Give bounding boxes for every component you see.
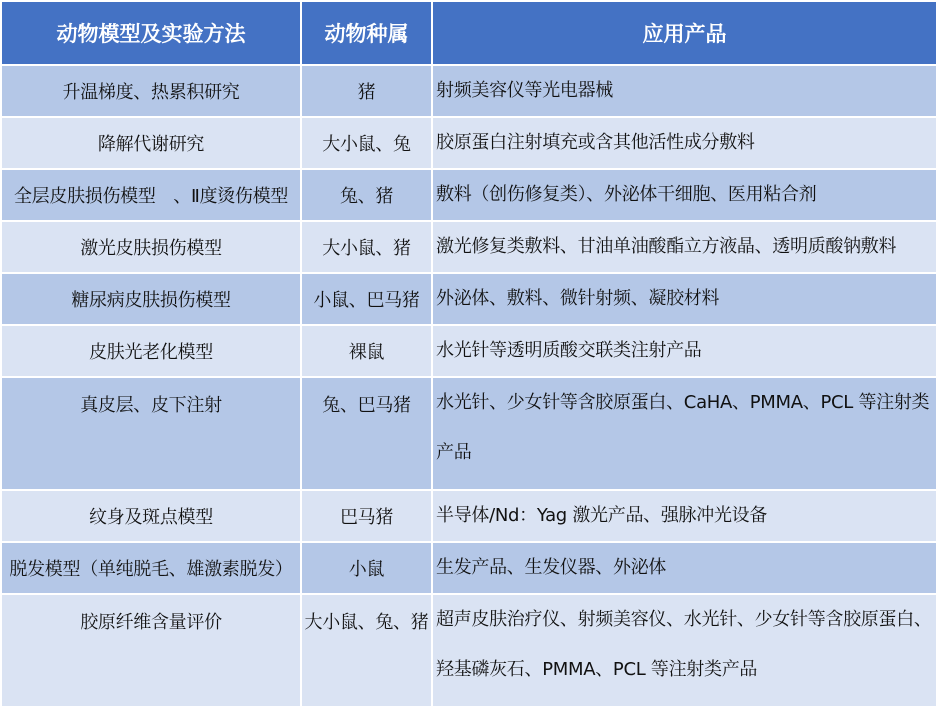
table-row bbox=[1, 377, 936, 490]
cell-products: 敷料（创伤修复类）、外泌体干细胞、医用粘合剂 bbox=[432, 169, 936, 221]
cell-products: 激光修复类敷料、甘油单油酸酯立方液晶、透明质酸钠敷料 bbox=[432, 221, 936, 273]
cell-species: 兔、巴马猪 bbox=[301, 377, 432, 490]
cell-model: 脱发模型（单纯脱毛、雄激素脱发） bbox=[1, 542, 301, 594]
header-row bbox=[1, 1, 936, 65]
cell-products: 超声皮肤治疗仪、射频美容仪、水光针、少女针等含胶原蛋白、羟基磷灰石、PMMA、PCL 等注射类产品 bbox=[432, 594, 936, 707]
cell-species: 小鼠 bbox=[301, 542, 432, 594]
cell-species: 小鼠、巴马猪 bbox=[301, 273, 432, 325]
cell-products: 水光针、少女针等含胶原蛋白、CaHA、PMMA、PCL 等注射类产品 bbox=[432, 377, 936, 490]
cell-model: 胶原纤维含量评价 bbox=[1, 594, 301, 707]
table-row bbox=[1, 65, 936, 117]
table-row bbox=[1, 594, 936, 707]
cell-species: 大小鼠、兔 bbox=[301, 117, 432, 169]
cell-species: 大小鼠、猪 bbox=[301, 221, 432, 273]
cell-products: 胶原蛋白注射填充或含其他活性成分敷料 bbox=[432, 117, 936, 169]
table-row bbox=[1, 325, 936, 377]
cell-model: 降解代谢研究 bbox=[1, 117, 301, 169]
table-row bbox=[1, 490, 936, 542]
table-row bbox=[1, 169, 936, 221]
cell-model: 糖尿病皮肤损伤模型 bbox=[1, 273, 301, 325]
cell-model: 激光皮肤损伤模型 bbox=[1, 221, 301, 273]
table-row bbox=[1, 273, 936, 325]
cell-model: 升温梯度、热累积研究 bbox=[1, 65, 301, 117]
table-row bbox=[1, 221, 936, 273]
cell-model: 纹身及斑点模型 bbox=[1, 490, 301, 542]
cell-model: 真皮层、皮下注射 bbox=[1, 377, 301, 490]
cell-species: 大小鼠、兔、猪 bbox=[301, 594, 432, 707]
cell-products: 生发产品、生发仪器、外泌体 bbox=[432, 542, 936, 594]
table-row bbox=[1, 542, 936, 594]
cell-products: 射频美容仪等光电器械 bbox=[432, 65, 936, 117]
table-row bbox=[1, 117, 936, 169]
cell-model: 皮肤光老化模型 bbox=[1, 325, 301, 377]
header-species: 动物种属 bbox=[301, 1, 432, 65]
cell-species: 裸鼠 bbox=[301, 325, 432, 377]
cell-products: 半导体/Nd：Yag 激光产品、强脉冲光设备 bbox=[432, 490, 936, 542]
header-products: 应用产品 bbox=[432, 1, 936, 65]
cell-products: 外泌体、敷料、微针射频、凝胶材料 bbox=[432, 273, 936, 325]
cell-products: 水光针等透明质酸交联类注射产品 bbox=[432, 325, 936, 377]
header-model: 动物模型及实验方法 bbox=[1, 1, 301, 65]
cell-model: 全层皮肤损伤模型 、Ⅱ度烫伤模型 bbox=[1, 169, 301, 221]
cell-species: 猪 bbox=[301, 65, 432, 117]
cell-species: 巴马猪 bbox=[301, 490, 432, 542]
cell-species: 兔、猪 bbox=[301, 169, 432, 221]
